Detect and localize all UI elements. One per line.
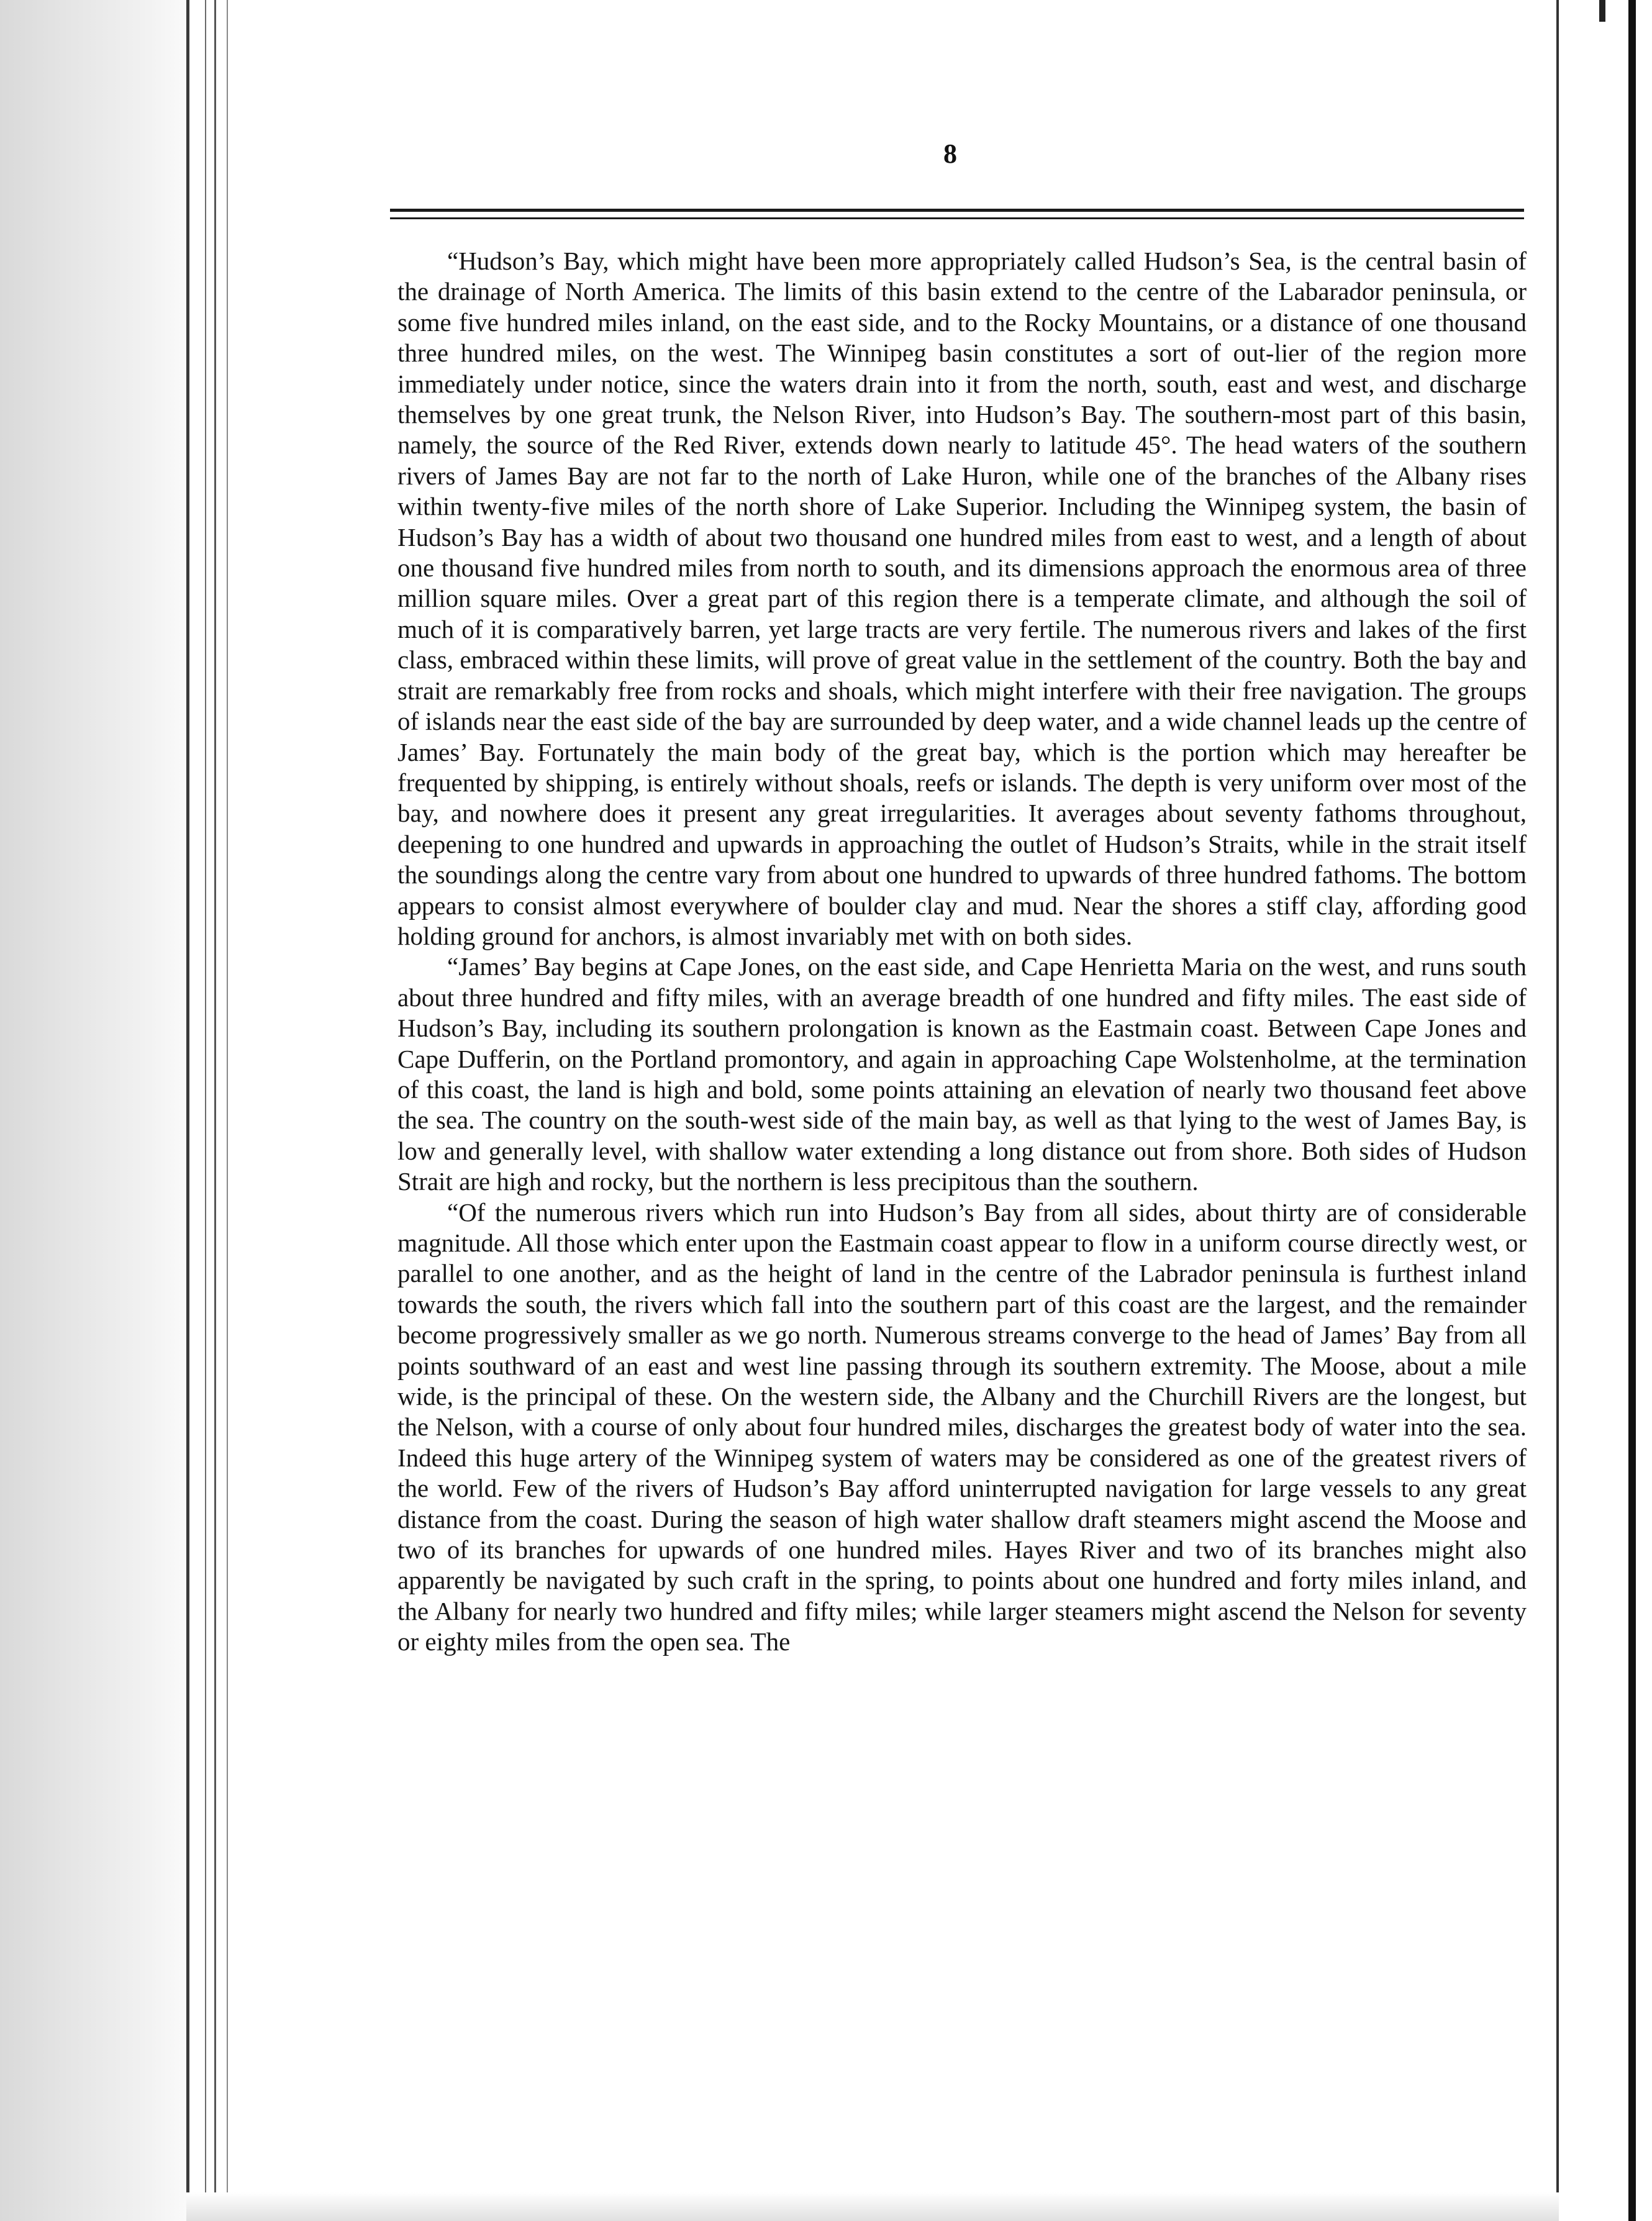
scan-border-right	[1628, 0, 1636, 2221]
binding-edge-line	[214, 0, 216, 2221]
page-number: 8	[943, 139, 957, 169]
paragraph: “Hudson’s Bay, which might have been more appropriately called Hudson’s Sea, is the central basin of the drainage of North America. The limits of this basin extend to the centre of the Labarador peninsula, or some five hundred miles inland, on the east side, and to the Rocky Mountains, or a distance of one thousand three hundred miles, on the west. The Winnipeg basin constitutes a sort of out-lier of the region more immediately under notice, since the waters drain into it from the north, south, east and west, and discharge themselves by one great trunk, the Nelson River, into Hudson’s Bay. The southern-most part of this basin, namely, the source of the Red River, extends down nearly to latitude 45°. The head waters of the southern rivers of James Bay are not far to the north of Lake Huron, while one of the branches of the Albany rises within twenty-five miles of the north shore of Lake Superior. Including the Winnipeg system, the basin of Hudson’s Bay has a width of about two thousand one hundred miles from east to west, and a length of about one thousand five hundred miles from north to south, and its dimensions approach the enormous area of three million square miles. Over a great part of this region there is a temperate climate, and although the soil of much of it is comparatively barren, yet large tracts are very fertile. The numerous rivers and lakes of the first class, embraced within these limits, will prove of great value in the settlement of the country. Both the bay and strait are remarkably free from rocks and shoals, which might interfere with their free navigation. The groups of islands near the east side of the bay are surrounded by deep water, and a wide channel leads up the centre of James’ Bay. Fortunately the main body of the great bay, which is the portion which may hereafter be frequented by shipping, is entirely without shoals, reefs or islands. The depth is very uniform over most of the bay, and nowhere does it present any great irregularities. It averages about seventy fathoms throughout, deepening to one hundred and upwards in approaching the outlet of Hudson’s Straits, while in the strait itself the soundings along the centre vary from about one hundred to upwards of three hundred fathoms. The bottom appears to consist almost everywhere of boulder clay and mud. Near the shores a stiff clay, affording good holding ground for anchors, is almost invariably met with on both sides.	[397, 247, 1527, 950]
paragraph: “James’ Bay begins at Cape Jones, on the east side, and Cape Henrietta Maria on the west, and runs south about three hundred and fifty miles, with an average breadth of one hundred and fifty miles. The east side of Hudson’s Bay, including its southern prolongation is known as the Eastmain coast. Between Cape Jones and Cape Dufferin, on the Portland promontory, and again in approaching Cape Wolstenholme, at the termination of this coast, the land is high and bold, some points attaining an elevation of nearly two thousand feet above the sea. The country on the south-west side of the main bay, as well as that lying to the west of James Bay, is low and generally level, with shallow water extending a long distance out from shore. Both sides of Hudson Strait are high and rocky, but the northern is less precipitous than the southern.	[397, 952, 1527, 1196]
page-edge-mark	[1599, 0, 1605, 22]
binding-shadow-left	[0, 0, 186, 2221]
page-bottom-fold	[186, 2192, 1559, 2221]
binding-edge-line	[205, 0, 206, 2221]
binding-edge-line	[186, 0, 189, 2221]
header-rule-thick	[390, 209, 1524, 212]
paragraph: “Of the numerous rivers which run into Hudson’s Bay from all sides, about thirty are of considerable magnitude. All those which enter upon the Eastmain coast appear to flow in a uniform course directly west, or parallel to one another, and as the height of land in the centre of the Labrador peninsula is furthest inland towards the south, the rivers which fall into the southern part of this coast are the largest, and the remainder become progressively smaller as we go north. Numerous streams converge to the head of James’ Bay from all points southward of an east and west line passing through its southern extremity. The Moose, about a mile wide, is the principal of these. On the western side, the Albany and the Churchill Rivers are the longest, but the Nelson, with a course of only about four hundred miles, discharges the greatest body of water into the sea. Indeed this huge artery of the Winnipeg system of waters may be considered as one of the greatest rivers of the world. Few of the rivers of Hudson’s Bay afford uninterrupted navigation for large vessels to any great distance from the coast. During the season of high water shallow draft steamers might ascend the Moose and two of its branches for upwards of one hundred miles. Hayes River and two of its branches might also apparently be navigated by such craft in the spring, to points about one hundred and forty miles inland, and the Albany for nearly two hundred and fifty miles; while larger steamers might ascend the Nelson for seventy or eighty miles from the open sea. The	[397, 1197, 1527, 1656]
page-edge-right	[1556, 0, 1559, 2221]
body-text	[397, 246, 1527, 1658]
binding-edge-line	[227, 0, 228, 2221]
header-rule-thin	[390, 217, 1524, 219]
